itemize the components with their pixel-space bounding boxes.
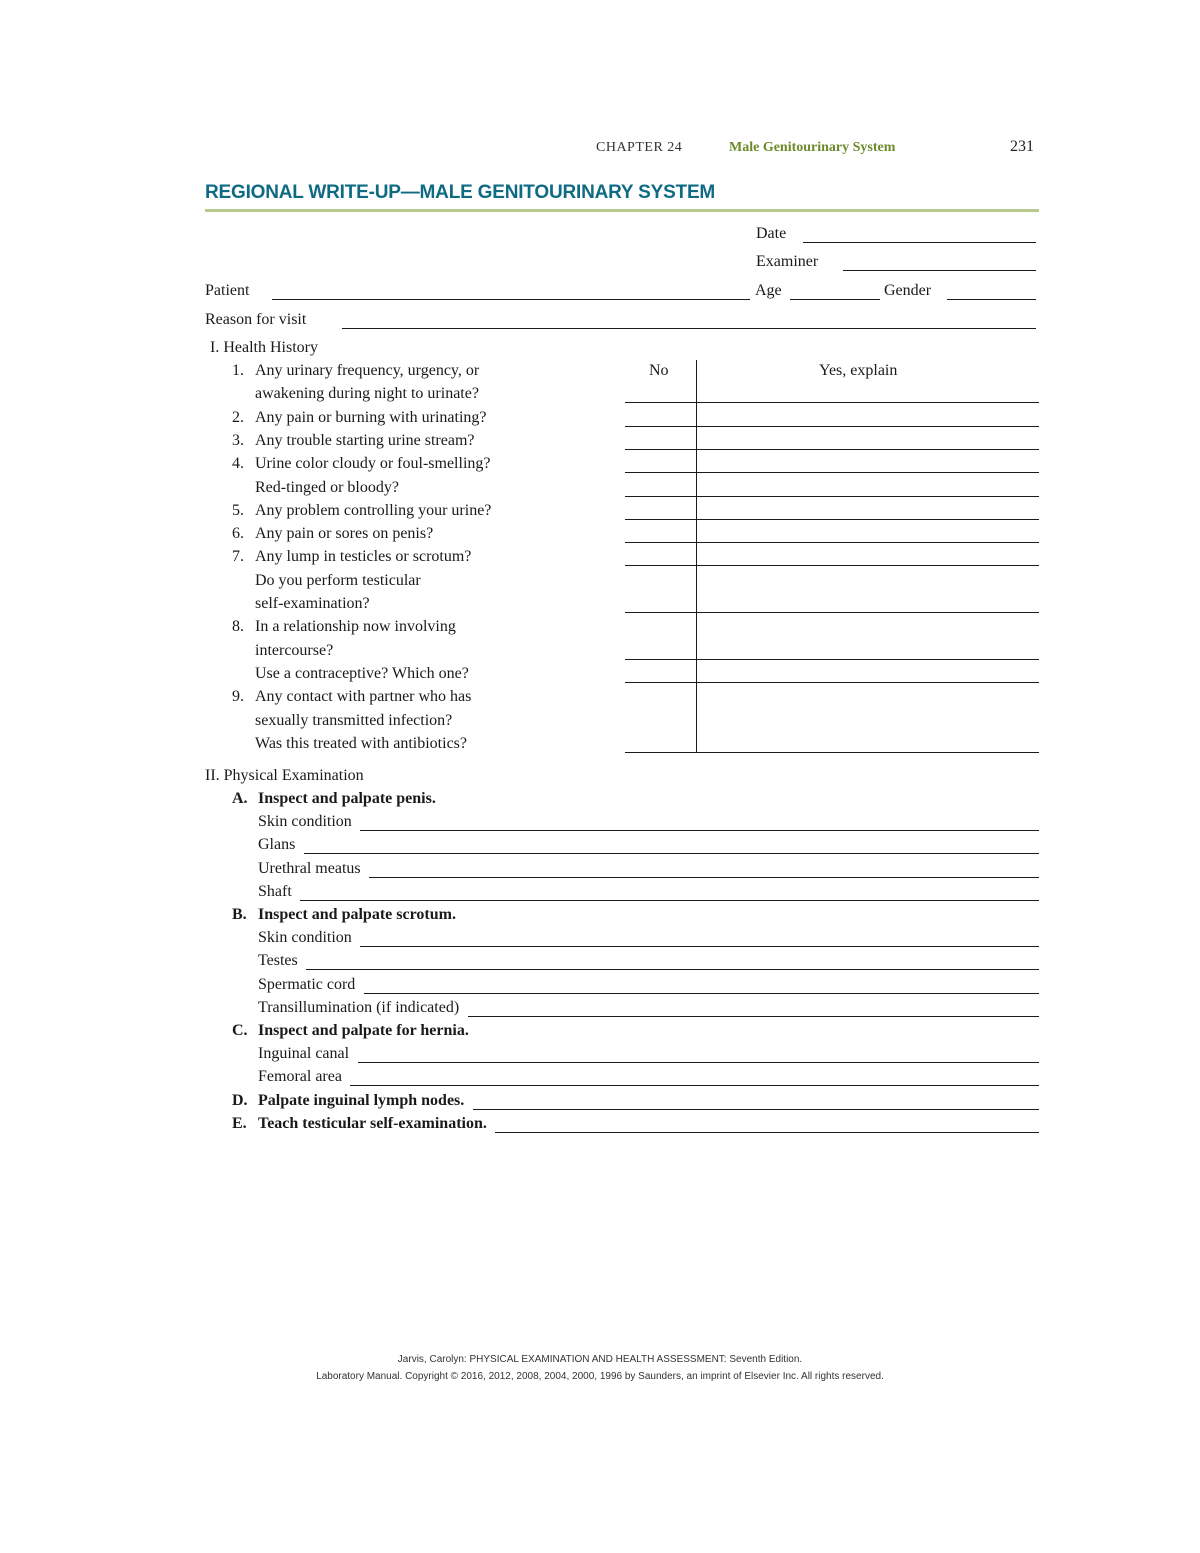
- exam-finding-field[interactable]: [360, 830, 1039, 831]
- exam-finding-field[interactable]: [495, 1132, 1039, 1133]
- chapter-label: CHAPTER 24: [596, 140, 683, 155]
- exam-finding-field[interactable]: [369, 877, 1039, 878]
- exam-item-label: Testes: [258, 952, 298, 970]
- question-number: 8.: [232, 618, 244, 636]
- question-text: Any contact with partner who has: [255, 688, 472, 706]
- exam-item-label: Spermatic cord: [258, 975, 356, 993]
- exam-section-letter: E.: [232, 1114, 247, 1132]
- col-no-header: No: [649, 362, 669, 379]
- question-number: 1.: [232, 362, 244, 379]
- answer-yes-field[interactable]: [696, 496, 1039, 497]
- question-text: self-examination?: [255, 595, 370, 612]
- page-title: REGIONAL WRITE-UP—MALE GENITOURINARY SYSTEM: [205, 182, 716, 203]
- answer-yes-field[interactable]: [696, 752, 1039, 753]
- question-text: Do you perform testicular: [255, 571, 421, 589]
- patient-field[interactable]: [272, 299, 750, 300]
- answer-yes-field[interactable]: [696, 402, 1039, 403]
- exam-item-label: Shaft: [258, 882, 292, 900]
- gender-field[interactable]: [947, 299, 1036, 300]
- answer-no-field[interactable]: [625, 612, 696, 613]
- answer-no-field[interactable]: [625, 565, 696, 566]
- question-text: Any urinary frequency, urgency, or: [255, 362, 480, 379]
- reason-label: Reason for visit: [205, 311, 307, 328]
- physical-exam-heading: II. Physical Examination: [205, 767, 364, 784]
- question-text: Use a contraceptive? Which one?: [255, 664, 469, 682]
- answer-no-field[interactable]: [625, 426, 696, 427]
- question-text: Was this treated with antibiotics?: [255, 734, 467, 752]
- reason-field[interactable]: [342, 328, 1036, 329]
- exam-section-letter: B.: [232, 906, 247, 923]
- footer-line-2: Laboratory Manual. Copyright © 2016, 2012, 2008, 2004, 2000, 1996 by Saunders, an imprint of Elsevier Inc. All rights reserved.: [316, 1371, 884, 1382]
- age-label: Age: [755, 282, 782, 299]
- patient-label: Patient: [205, 282, 250, 299]
- exam-section-letter: A.: [232, 790, 248, 807]
- page-number: 231: [1010, 138, 1034, 155]
- question-text: Red-tinged or bloody?: [255, 478, 399, 496]
- exam-item-label: Glans: [258, 836, 296, 854]
- date-label: Date: [756, 225, 787, 242]
- answer-yes-field[interactable]: [696, 449, 1039, 450]
- exam-item-label: Femoral area: [258, 1068, 342, 1086]
- exam-item-label: Transillumination (if indicated): [258, 998, 460, 1016]
- exam-finding-field[interactable]: [473, 1109, 1039, 1110]
- answer-no-field[interactable]: [625, 449, 696, 450]
- exam-finding-field[interactable]: [358, 1062, 1039, 1063]
- answer-yes-field[interactable]: [696, 426, 1039, 427]
- answer-no-field[interactable]: [625, 659, 696, 660]
- question-text: Any problem controlling your urine?: [255, 501, 492, 519]
- answer-yes-field[interactable]: [696, 612, 1039, 613]
- question-text: awakening during night to urinate?: [255, 385, 479, 403]
- footer-line-1: Jarvis, Carolyn: PHYSICAL EXAMINATION AND HEALTH ASSESSMENT: Seventh Edition.: [397, 1354, 803, 1365]
- gender-label: Gender: [884, 282, 932, 299]
- question-number: 2.: [232, 408, 244, 426]
- question-number: 4.: [232, 455, 244, 473]
- column-divider: [696, 360, 697, 752]
- health-history-heading: I. Health History: [210, 339, 318, 356]
- answer-yes-field[interactable]: [696, 519, 1039, 520]
- exam-finding-field[interactable]: [306, 969, 1039, 970]
- exam-finding-field[interactable]: [304, 853, 1039, 854]
- question-text: Any pain or sores on penis?: [255, 525, 434, 543]
- exam-finding-field[interactable]: [364, 993, 1039, 994]
- question-text: Any lump in testicles or scrotum?: [255, 548, 472, 566]
- question-number: 3.: [232, 431, 244, 449]
- question-text: In a relationship now involving: [255, 618, 456, 636]
- question-text: Any pain or burning with urinating?: [255, 408, 487, 426]
- question-text: Any trouble starting urine stream?: [255, 431, 475, 449]
- exam-item-label: Skin condition: [258, 813, 352, 831]
- exam-finding-field[interactable]: [300, 900, 1039, 901]
- answer-yes-field[interactable]: [696, 472, 1039, 473]
- answer-no-field[interactable]: [625, 496, 696, 497]
- date-field[interactable]: [803, 242, 1036, 243]
- answer-yes-field[interactable]: [696, 659, 1039, 660]
- question-number: 6.: [232, 525, 244, 543]
- exam-section-title: Inspect and palpate scrotum.: [258, 906, 456, 923]
- question-text: intercourse?: [255, 641, 334, 659]
- answer-no-field[interactable]: [625, 682, 696, 683]
- question-number: 9.: [232, 688, 244, 706]
- answer-no-field[interactable]: [625, 402, 696, 403]
- examiner-label: Examiner: [756, 253, 819, 270]
- col-yes-header: Yes, explain: [819, 362, 898, 379]
- exam-finding-field[interactable]: [468, 1016, 1039, 1017]
- exam-item-label: Skin condition: [258, 929, 352, 947]
- age-field[interactable]: [790, 299, 880, 300]
- exam-finding-field[interactable]: [360, 946, 1039, 947]
- answer-yes-field[interactable]: [696, 542, 1039, 543]
- exam-section-title: Palpate inguinal lymph nodes.: [258, 1091, 465, 1109]
- answer-no-field[interactable]: [625, 752, 696, 753]
- examiner-field[interactable]: [843, 270, 1036, 271]
- exam-section-letter: C.: [232, 1022, 248, 1039]
- answer-yes-field[interactable]: [696, 565, 1039, 566]
- question-number: 5.: [232, 501, 244, 519]
- exam-item-label: Urethral meatus: [258, 859, 361, 877]
- answer-no-field[interactable]: [625, 542, 696, 543]
- exam-section-letter: D.: [232, 1091, 248, 1109]
- question-text: sexually transmitted infection?: [255, 711, 453, 729]
- answer-no-field[interactable]: [625, 472, 696, 473]
- question-number: 7.: [232, 548, 244, 566]
- title-rule: [205, 209, 1039, 212]
- exam-section-title: Inspect and palpate penis.: [258, 790, 436, 807]
- answer-no-field[interactable]: [625, 519, 696, 520]
- section-label: Male Genitourinary System: [729, 140, 896, 155]
- question-text: Urine color cloudy or foul-smelling?: [255, 455, 491, 473]
- answer-yes-field[interactable]: [696, 682, 1039, 683]
- exam-finding-field[interactable]: [350, 1085, 1039, 1086]
- exam-section-title: Inspect and palpate for hernia.: [258, 1022, 469, 1039]
- exam-item-label: Inguinal canal: [258, 1045, 350, 1063]
- exam-section-title: Teach testicular self-examination.: [258, 1114, 487, 1132]
